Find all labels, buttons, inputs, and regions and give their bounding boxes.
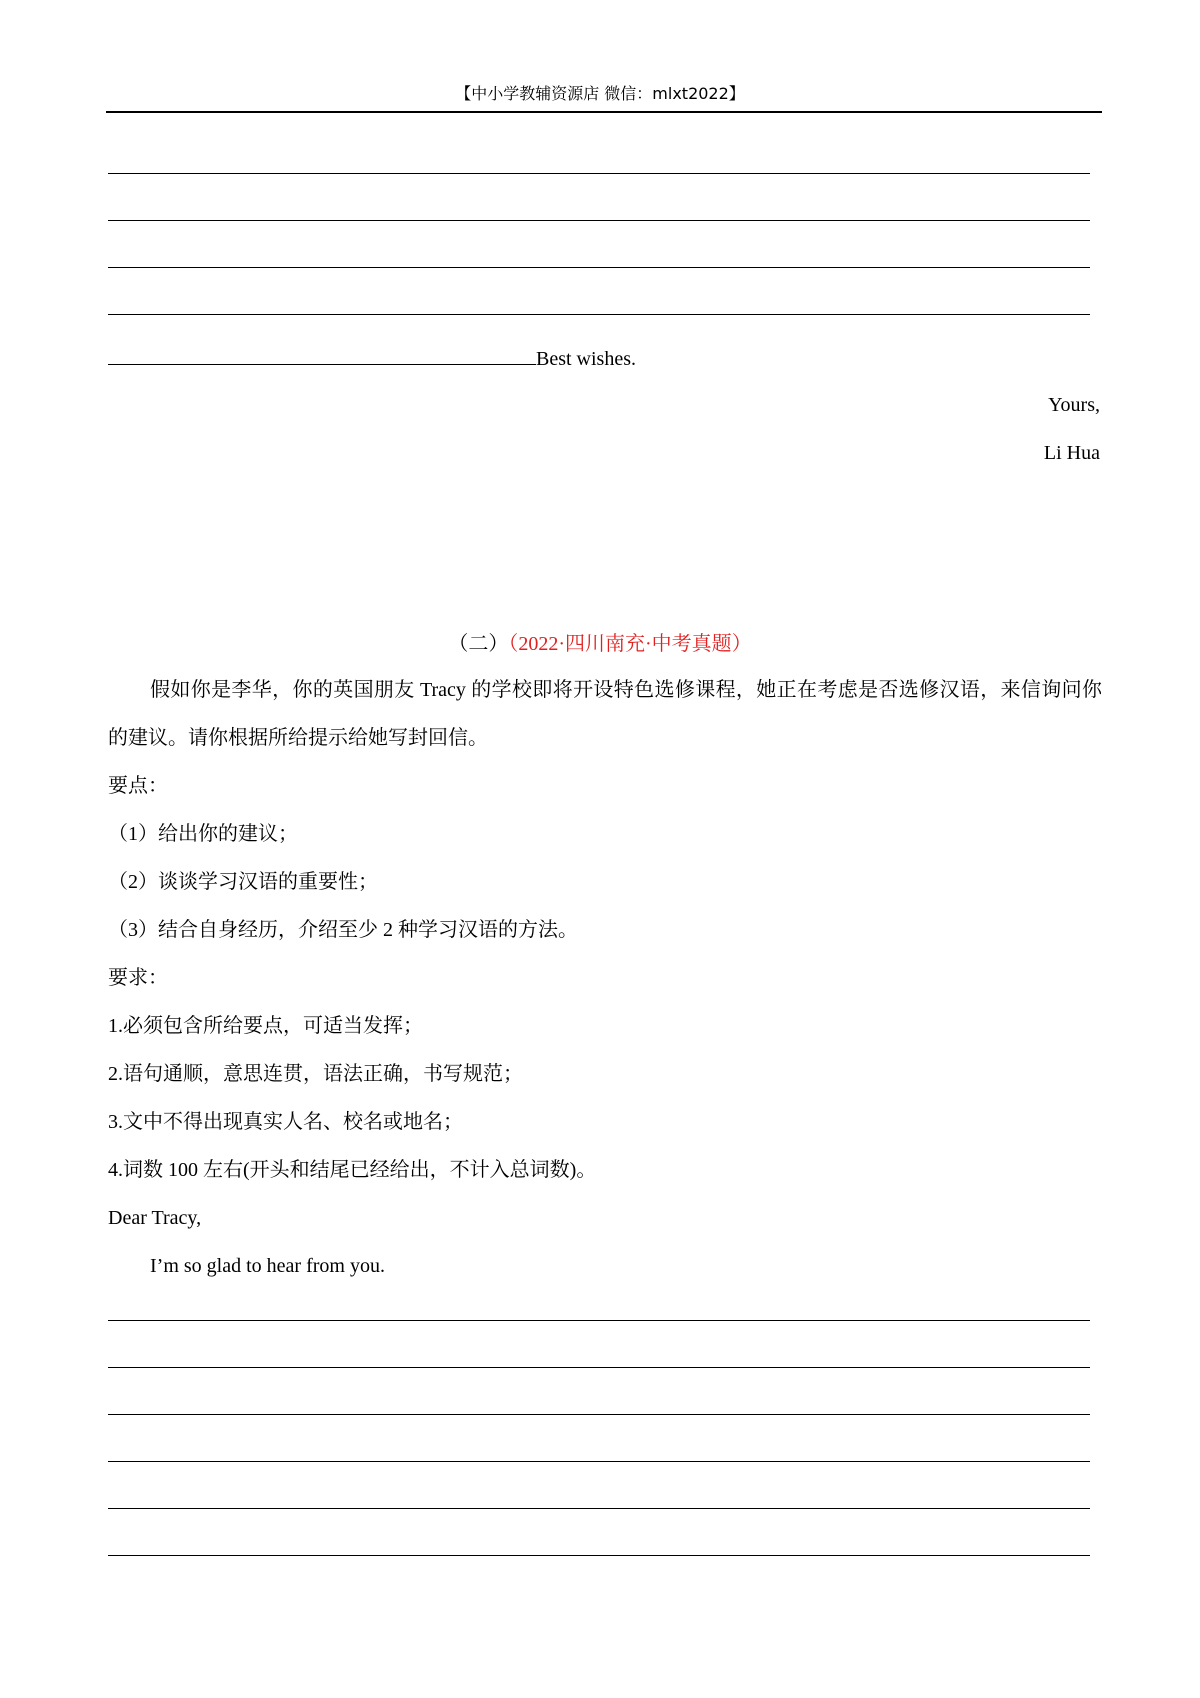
requirement-item: 3.文中不得出现真实人名、校名或地名； bbox=[108, 1111, 463, 1133]
writing-line bbox=[108, 267, 1090, 268]
writing-line bbox=[108, 1367, 1090, 1368]
writing-line bbox=[108, 314, 1090, 315]
writing-line bbox=[108, 1508, 1090, 1509]
section-number: （二） bbox=[448, 633, 509, 655]
writing-line bbox=[108, 1320, 1090, 1321]
key-point-item: （3）结合自身经历，介绍至少 2 种学习汉语的方法。 bbox=[108, 919, 578, 941]
section-title bbox=[0, 631, 1200, 657]
page-header: 【中小学教辅资源店 微信：mlxt2022】 bbox=[455, 84, 745, 103]
signature: Li Hua bbox=[1043, 442, 1100, 464]
letter-greeting: Dear Tracy, bbox=[108, 1207, 202, 1229]
writing-line bbox=[108, 1461, 1090, 1462]
key-points-label: 要点： bbox=[108, 775, 168, 797]
requirement-item: 1.必须包含所给要点，可适当发挥； bbox=[108, 1015, 423, 1037]
requirement-item: 2.语句通顺，意思连贯，语法正确，书写规范； bbox=[108, 1063, 523, 1085]
writing-line bbox=[108, 1555, 1090, 1556]
writing-line bbox=[108, 1414, 1090, 1415]
writing-line bbox=[108, 220, 1090, 221]
writing-line-short bbox=[108, 364, 536, 365]
sign-off: Yours, bbox=[1048, 394, 1100, 416]
key-point-item: （2）谈谈学习汉语的重要性； bbox=[108, 871, 378, 893]
requirements-label: 要求： bbox=[108, 967, 168, 989]
section-source: （2022·四川南充·中考真题） bbox=[508, 633, 752, 655]
key-point-item: （1）给出你的建议； bbox=[108, 823, 298, 845]
closing-line bbox=[108, 346, 636, 372]
closing-wishes: Best wishes. bbox=[536, 348, 636, 370]
header-rule bbox=[106, 111, 1102, 113]
prompt-paragraph: 假如你是李华，你的英国朋友 Tracy 的学校即将开设特色选修课程，她正在考虑是否选修汉语，来信询问你的建议。请你根据所给提示给她写封回信。 bbox=[108, 679, 1102, 749]
requirement-item: 4.词数 100 左右(开头和结尾已经给出，不计入总词数)。 bbox=[108, 1159, 597, 1181]
letter-opening: I’m so glad to hear from you. bbox=[150, 1255, 385, 1277]
writing-line bbox=[108, 173, 1090, 174]
